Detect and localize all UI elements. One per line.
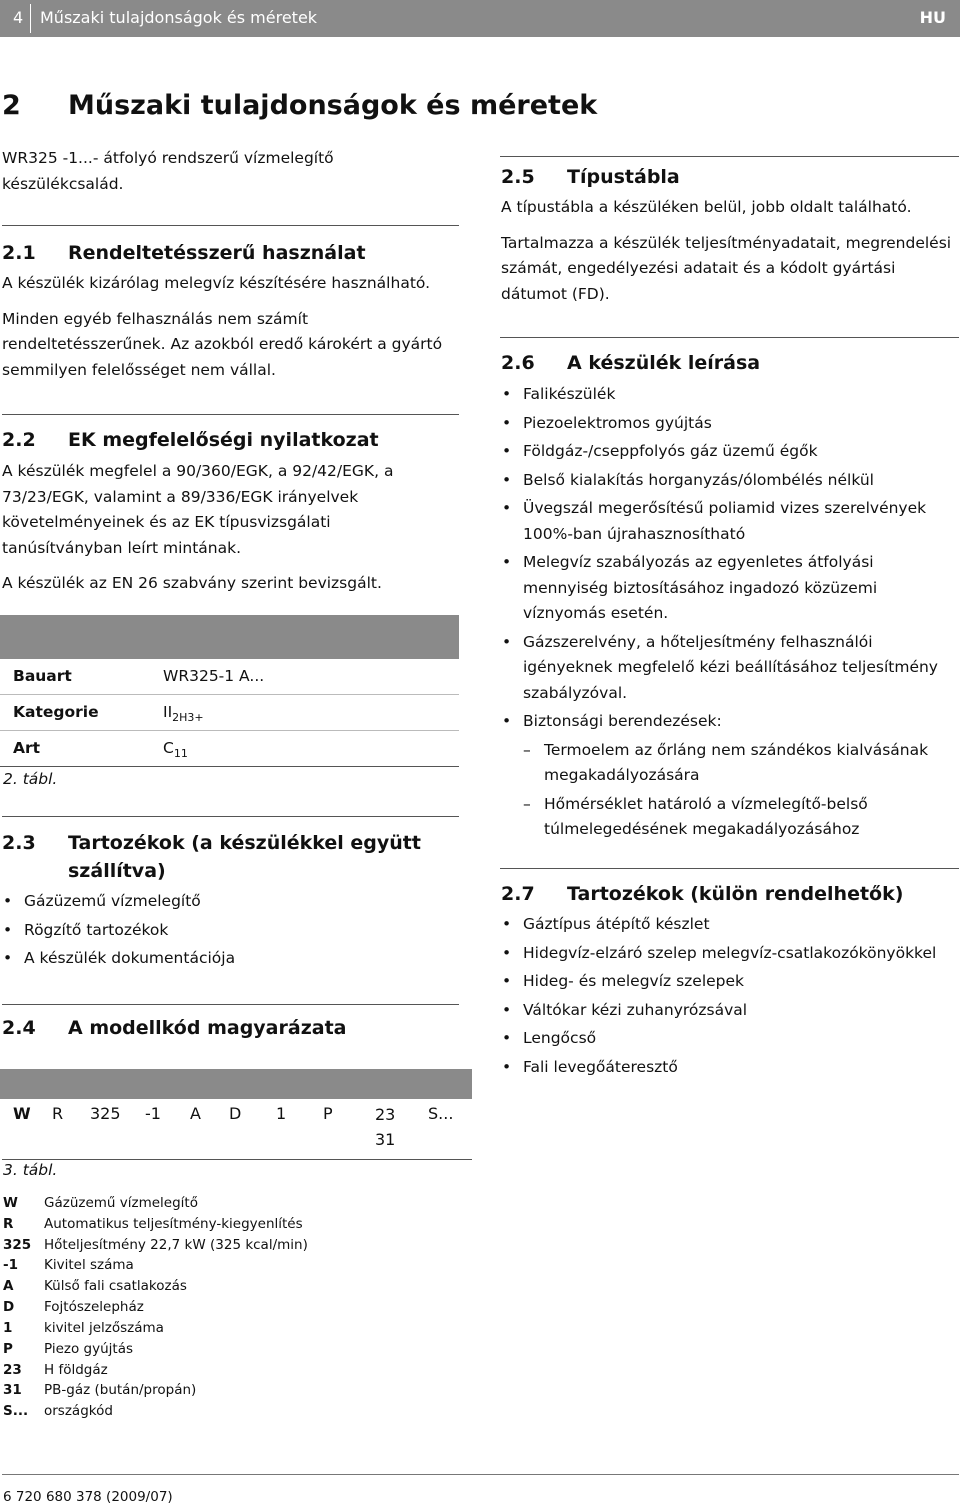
section-title: Tartozékok (külön rendelhetők) xyxy=(567,883,904,905)
header-title: Műszaki tulajdonságok és méretek xyxy=(40,8,318,27)
code-cell: 31 xyxy=(375,1130,396,1149)
section-number: 2.3 xyxy=(2,832,36,854)
section-title: A modellkód magyarázata xyxy=(68,1017,347,1039)
list-item: • Gázszerelvény, a hőteljesítmény felhasználói igényeknek megfelelő kézi beállításához teljesítmény szabályzóval. xyxy=(501,630,960,707)
section-2-4-heading xyxy=(2,1014,346,1042)
list-item: • Melegvíz szabályozás az egyenletes átfolyási mennyiség biztosításához ingadozó közüzemi víznyomás esetén. xyxy=(501,550,911,627)
list-item: • Földgáz-/cseppfolyós gáz üzemű égők xyxy=(501,439,960,465)
section-rule xyxy=(500,868,959,869)
code-cell: 23 xyxy=(375,1105,396,1124)
section-2-6-heading xyxy=(501,349,760,377)
section-rule xyxy=(500,156,959,157)
paragraph: A készülék az EN 26 szabvány szerint bevizsgált. xyxy=(2,574,382,592)
table-header-bar xyxy=(0,615,459,659)
legend-key: D xyxy=(3,1299,15,1315)
section-2-5-text xyxy=(501,195,960,307)
value-subscript: 11 xyxy=(173,747,188,760)
list-item-label: Biztonsági berendezések: xyxy=(523,712,722,730)
section-2-2-heading xyxy=(2,426,379,454)
table-row xyxy=(0,731,459,767)
list-item: • Falikészülék xyxy=(501,382,960,408)
section-rule xyxy=(2,816,459,817)
legend-value: országkód xyxy=(44,1403,113,1419)
section-title: A készülék leírása xyxy=(567,352,761,374)
chapter-title xyxy=(2,90,597,121)
code-cell: S... xyxy=(428,1104,454,1123)
table-key: Kategorie xyxy=(13,703,99,721)
list-item: • Gázüzemű vízmelegítő xyxy=(2,889,442,915)
legend-key: W xyxy=(3,1195,18,1211)
legend-value: Fojtószelepház xyxy=(44,1299,144,1315)
chapter-title-text: Műszaki tulajdonságok és méretek xyxy=(68,90,598,121)
section-title: Típustábla xyxy=(567,166,680,188)
table-value xyxy=(163,739,188,760)
list-item: • Váltókar kézi zuhanyrózsával xyxy=(501,998,960,1024)
section-number: 2.6 xyxy=(501,352,535,374)
accessories-list xyxy=(2,889,442,975)
section-rule xyxy=(500,337,959,338)
description-list xyxy=(501,382,960,846)
code-cell: P xyxy=(323,1104,333,1123)
legend-key: 325 xyxy=(3,1237,32,1253)
legend-value: kivitel jelzőszáma xyxy=(44,1320,164,1336)
document-number: 6 720 680 378 (2009/07) xyxy=(3,1489,173,1505)
table-caption: 3. tábl. xyxy=(3,1161,58,1179)
section-2-3-heading xyxy=(2,829,459,885)
section-number: 2.5 xyxy=(501,166,535,188)
table-rule xyxy=(2,1159,472,1160)
list-item: • Rögzítő tartozékok xyxy=(2,918,442,944)
header-divider xyxy=(30,4,31,33)
list-item: • A készülék dokumentációja xyxy=(2,946,442,972)
section-number: 2.1 xyxy=(2,242,36,264)
code-cell: -1 xyxy=(145,1104,161,1123)
code-cell: 325 xyxy=(90,1104,121,1123)
safety-sublist xyxy=(523,738,960,843)
value-subscript: 2H3+ xyxy=(172,711,204,724)
legend-key: 1 xyxy=(3,1320,13,1336)
table-key: Bauart xyxy=(13,667,72,685)
legend-key: 31 xyxy=(3,1382,22,1398)
legend-value: Automatikus teljesítmény-kiegyenlítés xyxy=(44,1216,303,1232)
code-cell: D xyxy=(229,1104,242,1123)
table-row xyxy=(0,695,459,731)
section-2-1-heading xyxy=(2,239,366,267)
code-cell-stack xyxy=(375,1102,395,1152)
legend-value: Piezo gyújtás xyxy=(44,1341,134,1357)
list-item: • Hidegvíz-elzáró szelep melegvíz-csatlakozókönyökkel xyxy=(501,941,960,967)
legend-value: H földgáz xyxy=(44,1362,108,1378)
legend-value: Külső fali csatlakozás xyxy=(44,1278,187,1294)
list-item: • Piezoelektromos gyújtás xyxy=(501,411,960,437)
list-item: • Üvegszál megerősítésű poliamid vizes szerelvények 100%-ban újrahasznosítható xyxy=(501,496,941,547)
code-cell: R xyxy=(52,1104,64,1123)
legend-value: Hőteljesítmény 22,7 kW (325 kcal/min) xyxy=(44,1237,308,1253)
value-main: II xyxy=(163,703,173,721)
section-rule xyxy=(2,414,459,415)
section-title: Tartozékok (a készülékkel együtt szállítva) xyxy=(68,832,421,882)
list-item: • Hideg- és melegvíz szelepek xyxy=(501,969,960,995)
table-row xyxy=(0,659,459,695)
code-cell: W xyxy=(13,1104,31,1123)
legend-value: Kivitel száma xyxy=(44,1257,134,1273)
section-rule xyxy=(2,1004,459,1005)
list-item-safety xyxy=(501,709,960,843)
code-cell: 1 xyxy=(276,1104,287,1123)
section-title: EK megfelelőségi nyilatkozat xyxy=(68,429,379,451)
legend-value: Gázüzemű vízmelegítő xyxy=(44,1195,198,1211)
legend-key: S... xyxy=(3,1403,29,1419)
paragraph: Minden egyéb felhasználás nem számít rendeltetésszerűnek. Az azokból eredő károkért a gyártó semmilyen felelősséget nem vállal. xyxy=(2,309,443,379)
chapter-number: 2 xyxy=(2,90,21,121)
language-code: HU xyxy=(919,8,946,27)
footer-rule xyxy=(2,1474,959,1475)
table-key: Art xyxy=(13,739,41,757)
legend-key: P xyxy=(3,1341,13,1357)
sub-list-item: – Hőmérséklet határoló a vízmelegítő-belső túlmelegedésének megakadályozásához xyxy=(523,792,883,843)
optional-accessories-list xyxy=(501,912,960,1083)
paragraph: A készülék megfelel a 90/360/EGK, a 92/42/EGK, a 73/23/EGK, valamint a 89/336/EGK irányelvek követelményeinek és az EK típusvizsgálati tanúsítványban leírt mintának. xyxy=(2,462,394,557)
list-item: • Belső kialakítás horganyzás/ólombélés nélkül xyxy=(501,468,960,494)
paragraph: Tartalmazza a készülék teljesítményadatait, megrendelési számát, engedélyezési adatait és a kódolt gyártási dátumot (FD). xyxy=(501,233,952,303)
value-main: C xyxy=(163,739,174,757)
legend-value: PB-gáz (bután/propán) xyxy=(44,1382,197,1398)
table-header-bar xyxy=(0,1069,472,1099)
list-item: • Gáztípus átépítő készlet xyxy=(501,912,960,938)
sub-list-item: – Termoelem az őrláng nem szándékos kialvásának megakadályozására xyxy=(523,738,960,789)
table-caption: 2. tábl. xyxy=(3,770,58,788)
page-number: 4 xyxy=(13,8,24,27)
page-header xyxy=(0,0,960,37)
section-number: 2.7 xyxy=(501,883,535,905)
legend-key: 23 xyxy=(3,1362,22,1378)
paragraph: A készülék kizárólag melegvíz készítésére használható. xyxy=(2,274,431,292)
legend-key: A xyxy=(3,1278,14,1294)
paragraph: A típustábla a készüléken belül, jobb oldalt található. xyxy=(501,198,912,216)
section-2-7-heading xyxy=(501,880,903,908)
section-2-5-heading xyxy=(501,163,680,191)
legend-key: R xyxy=(3,1216,14,1232)
intro-paragraph: WR325 -1...- átfolyó rendszerű vízmelegítő készülékcsalád. xyxy=(2,149,334,193)
list-item: • Lengőcső xyxy=(501,1026,960,1052)
section-2-2-text xyxy=(2,459,407,597)
section-number: 2.4 xyxy=(2,1017,36,1039)
table-value xyxy=(163,703,204,724)
section-number: 2.2 xyxy=(2,429,36,451)
table-value: WR325-1 A... xyxy=(163,667,265,685)
legend-key: -1 xyxy=(3,1257,18,1273)
section-title: Rendeltetésszerű használat xyxy=(68,242,366,264)
list-item: • Fali levegőáteresztő xyxy=(501,1055,960,1081)
code-cell: A xyxy=(190,1104,201,1123)
section-rule xyxy=(2,225,459,226)
section-2-1-text xyxy=(2,271,459,383)
